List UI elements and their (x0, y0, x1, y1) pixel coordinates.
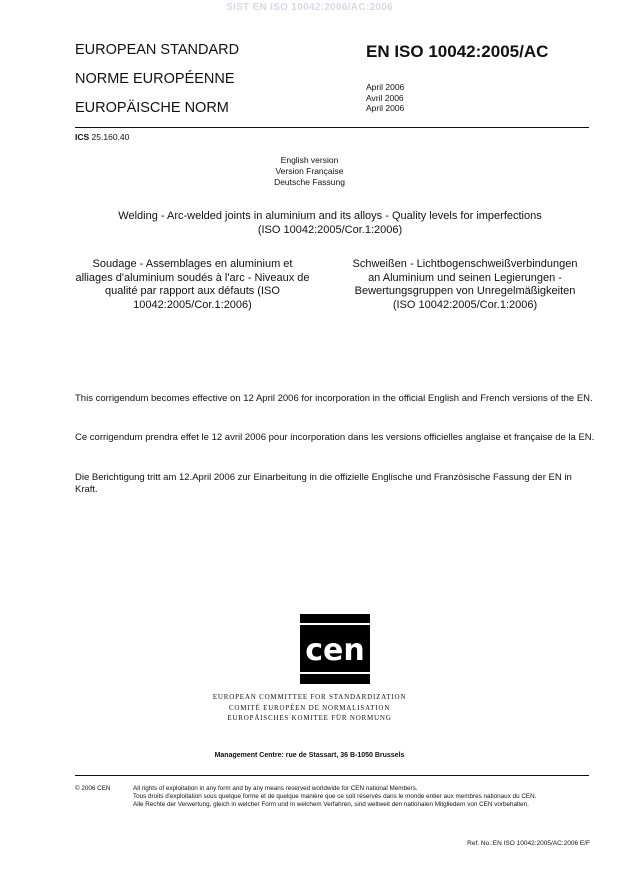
standard-title-de: EUROPÄISCHE NORM (75, 100, 229, 116)
watermark: SIST EN ISO 10042:2006/AC:2006 (226, 2, 393, 13)
document-number: EN ISO 10042:2005/AC (366, 42, 549, 61)
copyright: © 2006 CEN (75, 785, 111, 792)
title-german: Schweißen - Lichtbogenschweißverbindungen an Aluminium und seinen Legierungen - Bewertungsgruppen von Unregelmäßigkeiten (ISO 10042:2005/Cor.1:2006) (352, 258, 578, 311)
ics-value: 25.160.40 (91, 132, 130, 142)
publication-dates (366, 82, 404, 114)
rights-en: All rights of exploitation in any form and by any means reserved worldwide for CEN national Members. (133, 785, 418, 792)
standard-title-en: EUROPEAN STANDARD (75, 42, 240, 58)
cen-logo-graphic (300, 614, 370, 684)
rights-fr: Tous droits d'exploitation sous quelque forme et de quelque manière que ce soit réservés dans le monde entier aux membres nationaux du CEN. (133, 793, 537, 800)
committee-de: EUROPÄISCHES KOMITEE FÜR NORMUNG (227, 714, 392, 722)
management-centre: Management Centre: rue de Stassart, 36 B-1050 Brussels (214, 752, 405, 759)
corrigendum-note-de: Die Berichtigung tritt am 12.April 2006 zur Einarbeitung in die offizielle Englische und Französische Fassung der EN in Kraft. (75, 472, 572, 495)
rights-statement (133, 785, 593, 809)
rights-de: Alle Rechte der Verwertung, gleich in welcher Form und in welchem Verfahren, sind weltweit den nationalen Mitgliedern von CEN vorbehalten. (133, 801, 529, 808)
committee-names (0, 692, 619, 724)
date-de: April 2006 (366, 103, 405, 113)
standard-title-fr: NORME EUROPÉENNE (75, 71, 235, 87)
ics-label: ICS (75, 132, 90, 142)
date-en: April 2006 (366, 82, 405, 92)
title-french: Soudage - Assemblages en aluminium et alliages d'aluminium soudés à l'arc - Niveaux de qualité par rapport aux défauts (ISO 10042:2005/Cor.1:2006) (75, 258, 310, 311)
header-divider (75, 127, 589, 128)
corrigendum-note-en: This corrigendum becomes effective on 12 April 2006 for incorporation in the official English and French versions of the EN. (75, 393, 593, 404)
title-english: Welding - Arc-welded joints in aluminium and its alloys - Quality levels for imperfections (ISO 10042:2005/Cor.1:2006) (118, 210, 542, 236)
committee-en: EUROPEAN COMMITTEE FOR STANDARDIZATION (212, 693, 407, 701)
committee-fr: COMITÉ EUROPÉEN DE NORMALISATION (228, 703, 391, 712)
cen-logo (300, 614, 370, 684)
reference-number: Ref. No.:EN ISO 10042:2005/AC:2006 E/F (467, 840, 590, 847)
corrigendum-note-fr: Ce corrigendum prendra effet le 12 avril 2006 pour incorporation dans les versions officielles anglaise et française de la EN. (75, 432, 595, 443)
date-fr: Avril 2006 (366, 92, 404, 103)
language-versions (0, 155, 619, 188)
version-french: Version Française (275, 166, 344, 176)
version-german: Deutsche Fassung (274, 177, 345, 187)
version-english: English version (280, 155, 339, 165)
footer-divider (75, 775, 589, 776)
cen-logo-text: cen (305, 633, 365, 668)
ics-code (75, 132, 129, 142)
